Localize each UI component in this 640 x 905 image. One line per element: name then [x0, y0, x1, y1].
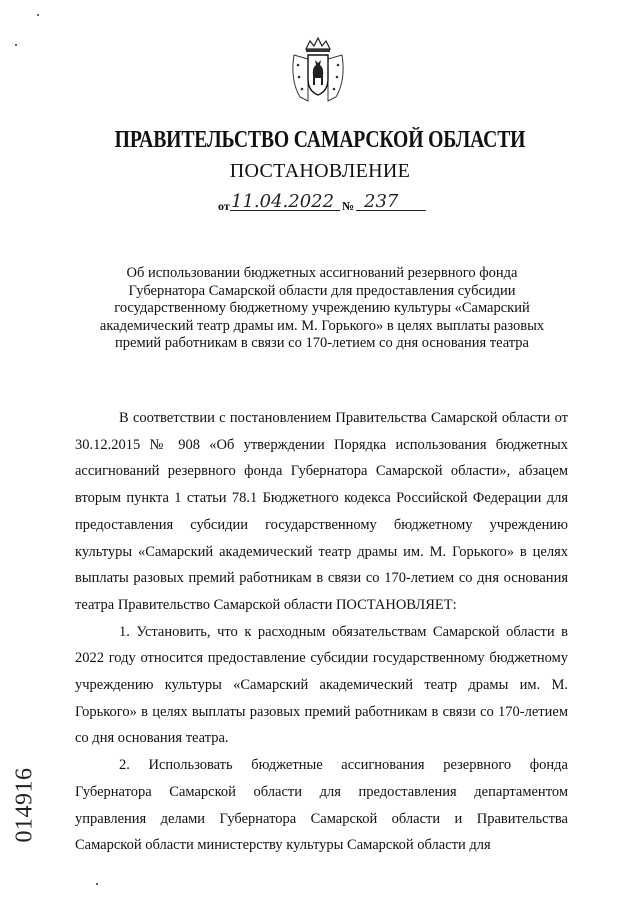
number-prefix: № — [342, 199, 355, 213]
handwritten-date: 11.04.2022 — [231, 191, 335, 212]
scan-speck — [15, 44, 17, 46]
coat-of-arms-icon — [288, 35, 348, 105]
document-type: ПОСТАНОВЛЕНИЕ — [229, 160, 411, 182]
preamble-paragraph: В соответствии с постановлением Правительства Самарской области от 30.12.2015 № 908 «Об утверждении Порядка использования бюджетных ассигнований резервного фонда Губернатора Самарской области», абзацем вторым пункта 1 статьи 78.1 Бюджетного кодекса Российской Федерации для предоставления субсидии государственному бюджетному учреждению культуры «Самарский академический театр драмы им. М. Горького» в целях выплаты разовых премий работникам в связи со 170-летием со дня основания театра Правительство Самарской области ПОСТАНОВЛЯЕТ: — [75, 410, 568, 613]
clause-1-paragraph: 1. Установить, что к расходным обязательствам Самарской области в 2022 году относится предоставление субсидии государственному бюджетному учреждению культуры «Самарский академический театр драмы им. М. Горького» в целях выплаты разовых премий работникам в связи со 170-летием со дня основания театра. — [75, 623, 568, 747]
scan-speck — [96, 883, 98, 885]
handwritten-number: 237 — [364, 191, 399, 212]
scan-speck — [37, 14, 39, 16]
date-prefix: от — [218, 199, 230, 213]
government-title: ПРАВИТЕЛЬСТВО САМАРСКОЙ ОБЛАСТИ — [114, 127, 526, 153]
clause-2-paragraph: 2. Использовать бюджетные ассигнования резервного фонда Губернатора Самарской области для предоставления департаментом управления делами Губернатора Самарской области и Правительства Самарской области министерству культуры Самарской области для — [75, 757, 568, 854]
document-body — [75, 405, 568, 859]
date-underline — [230, 210, 340, 211]
date-number-line — [218, 193, 438, 215]
number-underline — [356, 210, 426, 211]
margin-registration-number: 014916 — [11, 767, 38, 843]
document-subject: Об использовании бюджетных ассигнований резервного фонда Губернатора Самарской области для предоставления субсидии государственному бюджетному учреждению культуры «Самарский академический театр драмы им. М. Горького» в целях выплаты разовых премий работникам в связи со 170-летием со дня основания театра — [99, 265, 545, 352]
